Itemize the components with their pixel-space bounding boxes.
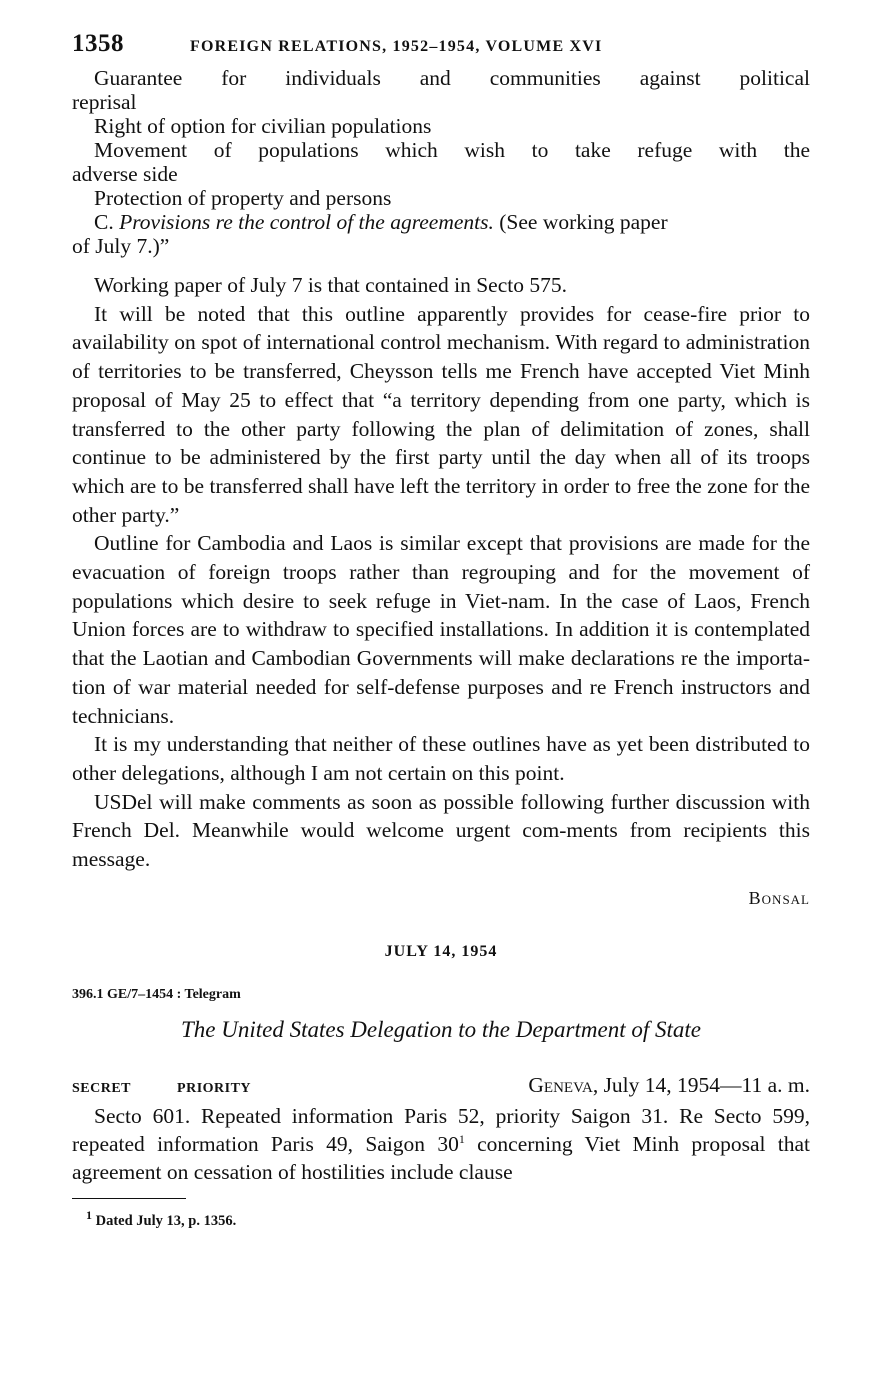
quote-line: Guarantee for individuals and communities against political [94, 66, 810, 90]
quote-line: Movement of populations which wish to take refuge with the [94, 138, 810, 162]
section-heading: Provisions re the control of the agreements. [119, 210, 494, 234]
telegram-body [72, 1102, 810, 1186]
classification: SECRET [72, 1080, 132, 1096]
page-number: 1358 [72, 30, 124, 57]
quote-item [72, 186, 810, 210]
footnote-marker: 1 [458, 1131, 465, 1146]
precedence: PRIORITY [177, 1080, 252, 1096]
footnote-text: Dated July 13, p. 1356. [95, 1212, 237, 1229]
quote-line: adverse side [72, 162, 178, 186]
file-reference: 396.1 GE/7–1454 : Telegram [72, 986, 241, 1002]
paragraph: USDel will make comments as soon as possible following further discussion with French Del. Meanwhile would welcome urgent com-ments from recipients this message. [72, 789, 810, 872]
footnote-rule [72, 1198, 186, 1199]
telegram-text: Secto 601. Repeated information Paris 52, priority Saigon 31. Re Secto 599, repeated information Paris 49, Saigon 30 [72, 1103, 810, 1156]
quote-line: reprisal [72, 90, 137, 114]
footnote [72, 1207, 810, 1230]
quote-item [72, 138, 810, 186]
body-text [72, 271, 810, 874]
quote-line: Right of option for civilian populations [94, 114, 432, 138]
section-letter: C. [94, 210, 120, 234]
dateline [528, 1073, 810, 1098]
quote-item [72, 210, 810, 258]
telegram-text: concerning Viet Minh proposal that agreement on cessation of hostilities include clause [72, 1131, 810, 1184]
quote-line: Protection of property and persons [94, 186, 392, 210]
footnote-number: 1 [86, 1207, 92, 1222]
running-head [72, 30, 810, 66]
signature: Bonsal [748, 887, 810, 908]
place-name: Geneva [528, 1072, 593, 1097]
paragraph: Outline for Cambodia and Laos is similar except that provisions are made for the evacuation of foreign troops rather than regrouping and for the movement of populations which desire to seek refuge in Viet-nam. In the case of Laos, French Union forces are to withdraw to specified installations. In addition it is contemplated that the Laotian and Cambodian Governments will make declarations re the importa-tion of war material needed for self-defense purposes and re French instructors and technicians. [72, 531, 810, 728]
classification-line [72, 1073, 810, 1098]
quote-line: of July 7.)” [72, 234, 170, 258]
document-page [72, 30, 810, 1230]
quote-item [72, 114, 810, 138]
paragraph: It will be noted that this outline apparently provides for cease-fire prior to availability on spot of international control mechanism. With regard to administration of territories to be transferred, Cheysson tells me French have accepted Viet Minh proposal of May 25 to effect that “a territory depending from one party, which is transferred to the other party following the plan of delimitation of zones, shall continue to be administered by the first party until the day when all of its troops which are to be transferred shall have left the territory in order to free the zone for the other party.” [72, 301, 810, 527]
quote-item [72, 66, 810, 114]
paragraph [72, 1102, 810, 1186]
document-title: The United States Delegation to the Department of State [181, 1016, 701, 1042]
paragraph: Working paper of July 7 is that contained in Secto 575. [94, 273, 567, 297]
section-suffix: (See working paper [493, 210, 668, 234]
quoted-outline [72, 66, 810, 258]
running-title: FOREIGN RELATIONS, 1952–1954, VOLUME XVI [190, 38, 603, 55]
date-time: , July 14, 1954—11 a. m. [592, 1072, 810, 1097]
date-heading: JULY 14, 1954 [384, 942, 498, 960]
paragraph: It is my understanding that neither of these outlines have as yet been distributed to other delegations, although I am not certain on this point. [72, 732, 810, 785]
quote-line [94, 210, 810, 234]
